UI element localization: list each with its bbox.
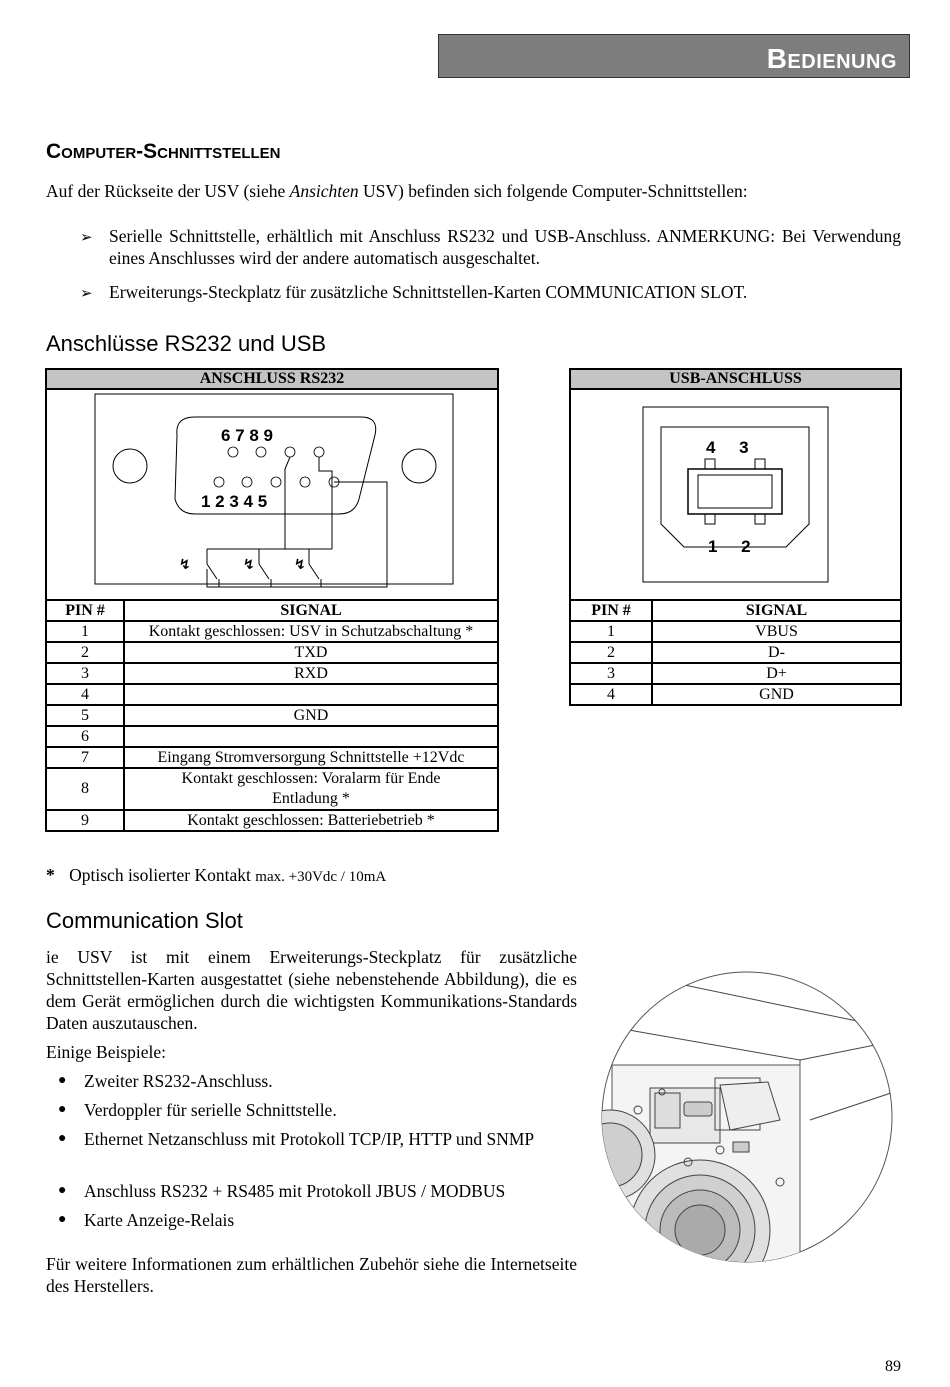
intro-text-2: USV) befinden sich folgende Computer-Schnittstellen: <box>358 181 748 201</box>
table-row <box>46 663 498 684</box>
intro-italic: Ansichten <box>289 181 359 201</box>
table-row <box>46 726 498 747</box>
signal-cell: TXD <box>124 642 498 663</box>
pin-cell: 2 <box>570 642 652 663</box>
list-item <box>58 1070 577 1092</box>
list-item-text: Verdoppler für serielle Schnittstelle. <box>84 1100 337 1120</box>
table-row <box>570 684 901 705</box>
list-item-text: Zweiter RS232-Anschluss. <box>84 1071 273 1091</box>
column-header-signal: SIGNAL <box>124 600 498 621</box>
usb-diagram-frame <box>569 389 902 601</box>
pin-cell: 7 <box>46 747 124 768</box>
arrow-bullet-icon: ➢ <box>80 284 93 302</box>
pin-cell: 2 <box>46 642 124 663</box>
pin-cell: 1 <box>46 621 124 642</box>
signal-cell: D+ <box>652 663 901 684</box>
rs232-connector-diagram <box>47 389 497 601</box>
bullet-dot-icon: ● <box>58 1073 67 1088</box>
bullet-dot-icon: ● <box>58 1183 67 1198</box>
section-title-computer-interfaces: Computer-Schnittstellen <box>46 140 281 163</box>
signal-cell: Kontakt geschlossen: Voralarm für Ende Entladung * <box>124 768 498 810</box>
usb-connector-diagram <box>571 389 900 601</box>
footnote-star: * <box>46 865 55 885</box>
usb-pins-top-label: 4 3 <box>706 438 749 457</box>
signal-cell: RXD <box>124 663 498 684</box>
optocoupler-icon: ↯ <box>294 557 306 573</box>
pin-cell: 3 <box>570 663 652 684</box>
slot-paragraph: ie USV ist mit einem Erweiterungs-Steckplatz für zusätzliche Schnittstellen-Karten ausgestattet (siehe nebenstehende Abbildung), die es dem Gerät ermöglichen durch die wichtigsten Kommunikations-Standards Daten auszutauschen. <box>46 947 577 1033</box>
pin-cell: 4 <box>46 684 124 705</box>
section-title-communication-slot: Communication Slot <box>46 908 243 933</box>
pin-cell: 1 <box>570 621 652 642</box>
usb-table-header: USB-ANSCHLUSS <box>569 368 902 390</box>
list-item <box>58 1099 577 1121</box>
closing-paragraph: Für weitere Informationen zum erhältlichen Zubehör siehe die Internetseite des Herstellers. <box>46 1254 577 1296</box>
signal-cell: GND <box>124 705 498 726</box>
table-row <box>46 747 498 768</box>
table-row <box>46 810 498 831</box>
chapter-title: Bedienung <box>766 43 897 74</box>
pin-cell: 3 <box>46 663 124 684</box>
footnote <box>46 864 546 888</box>
signal-cell <box>124 726 498 747</box>
table-row <box>46 705 498 726</box>
bullet-dot-icon: ● <box>58 1131 67 1146</box>
rs232-pins-top-label: 6 7 8 9 <box>221 426 273 445</box>
signal-cell: D- <box>652 642 901 663</box>
usb-pins-bottom-label: 1 2 <box>708 537 751 556</box>
footnote-main-text: Optisch isolierter Kontakt <box>69 865 251 885</box>
bullet-dot-icon: ● <box>58 1212 67 1227</box>
pin-cell: 6 <box>46 726 124 747</box>
footnote-small-text: max. +30Vdc / 10mA <box>255 869 387 885</box>
intro-paragraph <box>46 180 906 202</box>
list-item-text: Ethernet Netzanschluss mit Protokoll TCP/IP, HTTP und SNMP <box>84 1129 535 1149</box>
pin-cell: 5 <box>46 705 124 726</box>
signal-cell: VBUS <box>652 621 901 642</box>
column-header-pin: PIN # <box>46 600 124 621</box>
bullet-slot: Erweiterungs-Steckplatz für zusätzliche Schnittstellen-Karten COMMUNICATION SLOT. <box>109 282 748 302</box>
signal-cell: Kontakt geschlossen: Batteriebetrieb * <box>124 810 498 831</box>
table-row <box>46 768 498 810</box>
optocoupler-icon: ↯ <box>243 557 255 573</box>
table-row <box>570 642 901 663</box>
bullet-serial: Serielle Schnittstelle, erhältlich mit Anschluss RS232 und USB-Anschluss. ANMERKUNG: Bei Verwendung eines Anschlusses wird der andere automatisch ausgeschaltet. <box>109 226 901 268</box>
signal-cell: Eingang Stromversorgung Schnittstelle +12Vdc <box>124 747 498 768</box>
rs232-pins-bottom-label: 1 2 3 4 5 <box>201 492 268 511</box>
table-row <box>570 663 901 684</box>
pin-cell: 9 <box>46 810 124 831</box>
chapter-header <box>438 34 910 78</box>
page-number: 89 <box>885 1358 901 1375</box>
usb-pin-table <box>569 599 902 706</box>
arrow-bullet-icon: ➢ <box>80 228 93 246</box>
pin-cell: 8 <box>46 768 124 810</box>
communication-slot-illustration <box>600 970 895 1265</box>
table-row <box>570 621 901 642</box>
signal-cell: Kontakt geschlossen: USV in Schutzabschaltung * <box>124 621 498 642</box>
table-row <box>46 684 498 705</box>
signal-cell: GND <box>652 684 901 705</box>
list-item <box>58 1128 577 1150</box>
rs232-diagram-frame <box>45 389 499 601</box>
list-item-text: Anschluss RS232 + RS485 mit Protokoll JBUS / MODBUS <box>84 1181 506 1201</box>
list-item <box>58 1180 577 1202</box>
section-title-rs232-usb: Anschlüsse RS232 und USB <box>46 331 327 356</box>
pin-cell: 4 <box>570 684 652 705</box>
table-row <box>46 642 498 663</box>
list-item-text: Karte Anzeige-Relais <box>84 1210 235 1230</box>
rs232-table-header: ANSCHLUSS RS232 <box>45 368 499 390</box>
signal-cell <box>124 684 498 705</box>
intro-text-1: Auf der Rückseite der USV (siehe <box>46 181 290 201</box>
list-item <box>58 1209 577 1231</box>
column-header-pin: PIN # <box>570 600 652 621</box>
bullet-dot-icon: ● <box>58 1102 67 1117</box>
optocoupler-icon: ↯ <box>179 557 191 573</box>
table-row <box>46 621 498 642</box>
column-header-signal: SIGNAL <box>652 600 901 621</box>
rs232-pin-table <box>45 599 499 832</box>
examples-label: Einige Beispiele: <box>46 1042 167 1062</box>
